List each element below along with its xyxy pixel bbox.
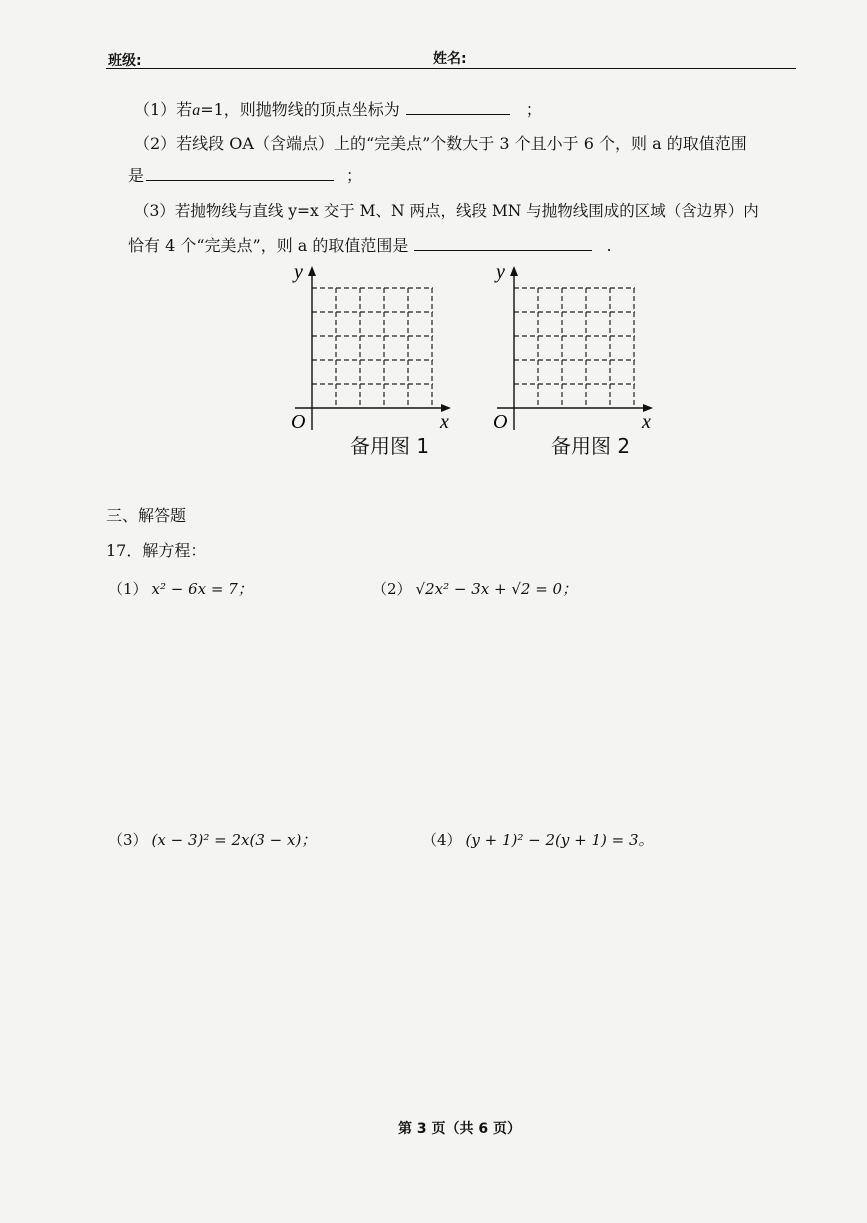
page-number: 第 3 页（共 6 页） — [398, 1121, 521, 1137]
question-2-line1: （2）若线段 OA（含端点）上的“完美点”个数大于 3 个且小于 6 个，则 a 的取值范围 — [134, 134, 747, 153]
grid-figure-1 — [285, 260, 465, 435]
question-1 — [134, 97, 542, 120]
q1-answer-blank[interactable] — [406, 100, 510, 115]
q2-line2-text: 是 — [128, 166, 145, 185]
eq2-text: √2x² − 3x + √2 = 0； — [415, 580, 578, 598]
q2-end: ； — [346, 166, 363, 185]
problem-17-title: 17．解方程： — [106, 541, 207, 560]
fig1-y-axis-label: y — [294, 261, 303, 283]
header-rule — [106, 68, 796, 69]
eq1-text: x² − 6x = 7； — [151, 580, 253, 598]
section-title: 三、解答题 — [106, 506, 187, 525]
fig2-caption: 备用图 2 — [551, 434, 631, 458]
eq2-label: （2） — [372, 580, 412, 598]
equation-1 — [108, 578, 253, 599]
grid-figure-2 — [487, 260, 667, 435]
fig2-origin-label: O — [493, 411, 508, 433]
question-3-line1: （3）若抛物线与直线 y=x 交于 M、N 两点，线段 MN 与抛物线围成的区域（含边界）内 — [134, 202, 759, 220]
fig1-caption: 备用图 1 — [350, 434, 430, 458]
q3-line2-text: 恰有 4 个“完美点”，则 a 的取值范围是 — [128, 236, 409, 255]
question-2-line2 — [128, 163, 362, 186]
q3-answer-blank[interactable] — [414, 236, 592, 251]
fig2-y-axis-label: y — [496, 261, 505, 283]
eq3-label: （3） — [108, 831, 148, 849]
name-label: 姓名: — [433, 51, 467, 67]
q1-end: ； — [525, 100, 542, 119]
eq3-text: (x − 3)² = 2x(3 − x)； — [151, 831, 317, 849]
q1-rest: =1，则抛物线的顶点坐标为 — [200, 100, 400, 119]
equation-2 — [372, 578, 577, 599]
q2-answer-blank[interactable] — [146, 166, 334, 181]
eq1-label: （1） — [108, 580, 148, 598]
q1-prefix: （1）若 — [134, 100, 193, 119]
eq4-text: (y + 1)² − 2(y + 1) = 3。 — [465, 831, 654, 849]
question-3-line2 — [128, 233, 612, 256]
equation-3 — [108, 829, 316, 850]
fig1-x-axis-label: x — [440, 411, 449, 433]
class-label: 班级: — [108, 53, 142, 69]
equation-4 — [422, 829, 654, 850]
q1-var: a — [192, 102, 201, 119]
fig2-x-axis-label: x — [642, 411, 651, 433]
q3-end: . — [606, 236, 612, 255]
fig1-origin-label: O — [291, 411, 306, 433]
eq4-label: （4） — [422, 831, 462, 849]
